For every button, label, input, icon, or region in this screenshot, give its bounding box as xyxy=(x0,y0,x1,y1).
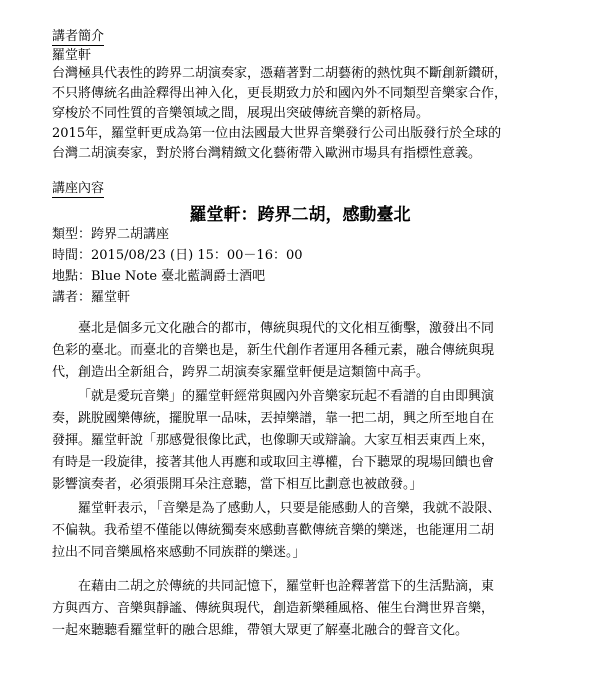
speaker-name: 羅堂軒 xyxy=(52,48,92,63)
paragraph-line: 臺北是個多元文化融合的都市，傳統與現代的文化相互衝擊，激發出不同 xyxy=(78,321,495,336)
lecture-time: 時間：2015/08/23 (日) 15：00－16：00 xyxy=(52,248,303,263)
bio-line: 台灣二胡演奏家，對於將台灣精緻文化藝術帶入歐洲市場具有指標性意義。 xyxy=(52,146,482,161)
bio-line: 台灣極具代表性的跨界二胡演奏家，憑藉著對二胡藝術的熱忱與不斷創新鑽研， xyxy=(52,66,508,81)
lecture-title: 羅堂軒：跨界二胡，感動臺北 xyxy=(189,205,411,225)
speaker-bio xyxy=(52,64,552,164)
paragraph-line: 代，創造出全新組合，跨界二胡演奏家羅堂軒便是這類箇中高手。 xyxy=(52,365,430,380)
bio-line: 2015年，羅堂軒更成為第一位由法國最大世界音樂發行公司出版發行於全球的 xyxy=(52,126,502,141)
body-paragraph xyxy=(52,318,494,384)
paragraph-line: 在藉由二胡之於傳統的共同記憶下，羅堂軒也詮釋著當下的生活點滴，東 xyxy=(78,579,495,594)
paragraph-line: 拉出不同音樂風格來感動不同族群的樂迷。」 xyxy=(52,545,306,560)
paragraph-line: 奏，跳脫國樂傳統，擺脫單一品味，丟掉樂譜，靠一把二胡，興之所至地自在 xyxy=(52,411,495,426)
speaker-section-heading: 講者簡介 xyxy=(52,29,105,44)
paragraph-line: 色彩的臺北。而臺北的音樂也是，新生代創作者運用各種元素，融合傳統與現 xyxy=(52,343,495,358)
lecture-info xyxy=(52,224,303,308)
paragraph-line: 發揮。羅堂軒說「那感覺很像比武，也像聊天或辯論。大家互相丟東西上來， xyxy=(52,433,495,448)
paragraph-line: 羅堂軒表示，「音樂是為了感動人，只要是能感動人的音樂，我就不設限、 xyxy=(78,501,501,516)
paragraph-line: 一起來聽聽看羅堂軒的融合思維，帶領大眾更了解臺北融合的聲音文化。 xyxy=(52,623,469,638)
lecture-type: 類型：跨界二胡講座 xyxy=(52,227,170,242)
body-paragraph xyxy=(52,576,494,642)
lecture-speaker: 講者：羅堂軒 xyxy=(52,290,131,305)
paragraph-line: 影響演奏者，必須張開耳朵注意聽，當下相互比劃意也被啟發。」 xyxy=(52,477,423,492)
body-paragraph xyxy=(52,498,501,564)
paragraph-line: 方與西方、音樂與靜謐、傳統與現代，創造新樂種風格、催生台灣世界音樂， xyxy=(52,601,495,616)
paragraph-line: 有時是一段旋律，接著其他人再應和或取回主導權，台下聽眾的現場回饋也會 xyxy=(52,455,495,470)
lecture-place: 地點：Blue Note 臺北藍調爵士酒吧 xyxy=(52,269,266,284)
paragraph-line: 「就是愛玩音樂」的羅堂軒經常與國內外音樂家玩起不看譜的自由即興演 xyxy=(78,389,495,404)
bio-line: 穿梭於不同性質的音樂領域之間，展現出突破傳統音樂的新格局。 xyxy=(52,106,430,121)
paragraph-line: 不偏執。我希望不僅能以傳統獨奏來感動喜歡傳統音樂的樂迷，也能運用二胡 xyxy=(52,523,495,538)
content-section-heading: 講座內容 xyxy=(52,181,105,196)
bio-line: 不只將傳統名曲詮釋得出神入化，更長期致力於和國內外不同類型音樂家合作， xyxy=(52,86,508,101)
body-paragraph xyxy=(52,386,494,496)
